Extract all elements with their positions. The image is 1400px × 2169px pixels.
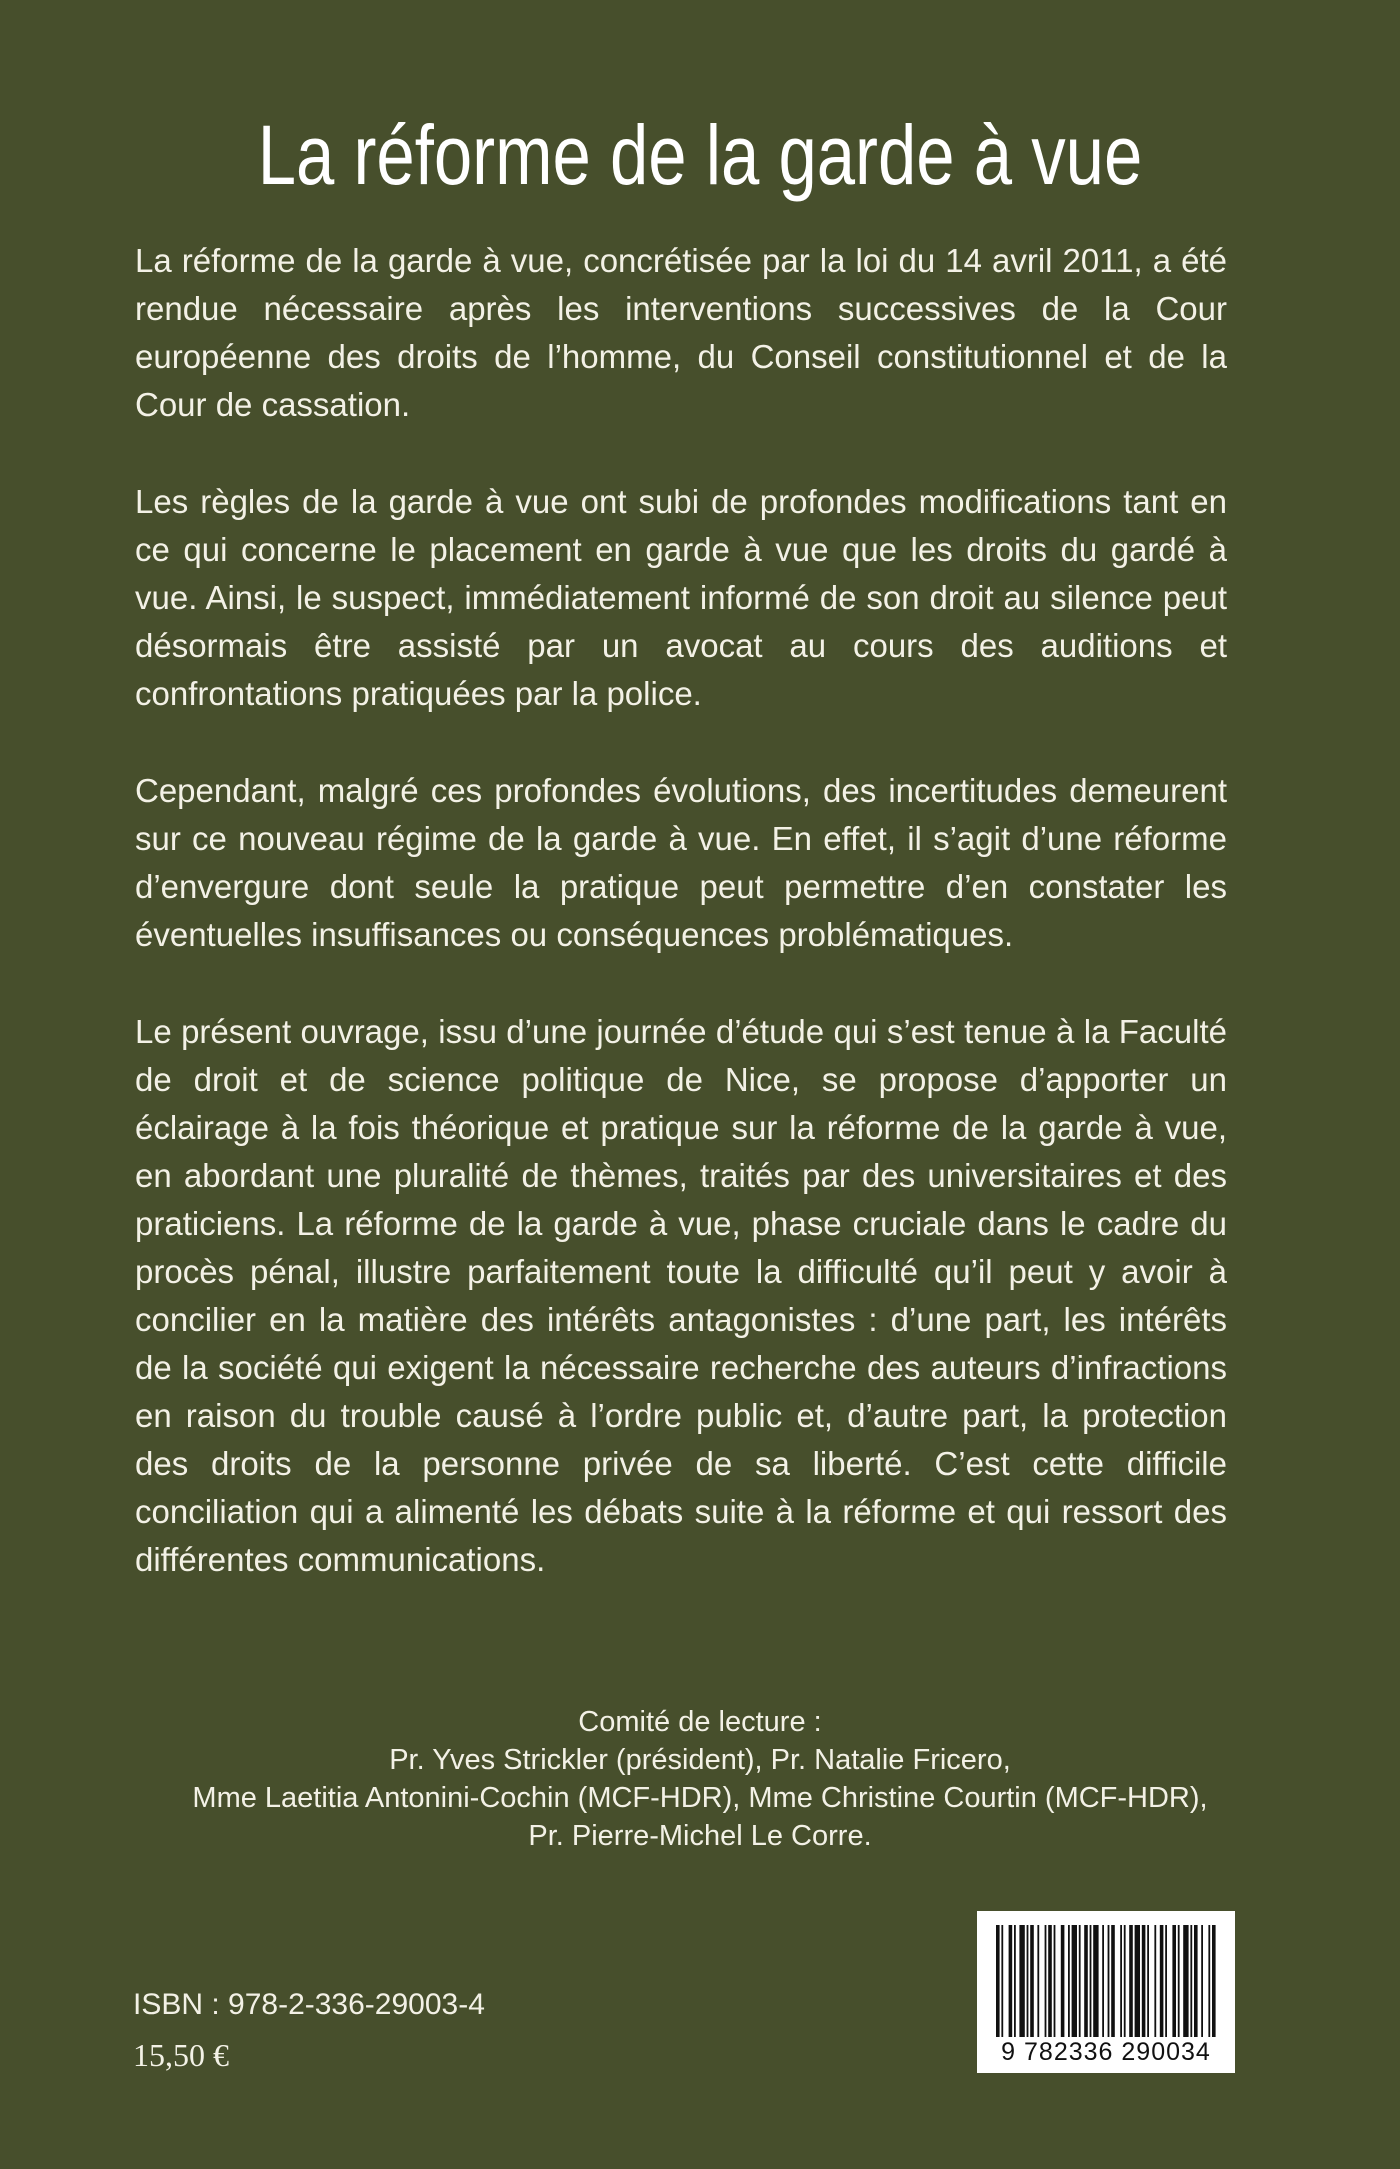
barcode-bar (1048, 1925, 1052, 2037)
barcode-digits: 9 782336 290034 (1001, 2038, 1211, 2066)
barcode-bar (1054, 1925, 1056, 2037)
committee-line-1: Pr. Yves Strickler (président), Pr. Natalie Fricero, (389, 1744, 1011, 1776)
blurb-paragraph-1: La réforme de la garde à vue, concrétisée par la loi du 14 avril 2011, a été rendue nécessaire après les interventions successives de la Cour européenne des droits de l’homme, du Conseil constitutionnel et de la Cour de cassation. (135, 242, 1227, 423)
isbn-label: ISBN : 978-2-336-29003-4 (133, 1988, 485, 2021)
barcode-bar (1090, 1925, 1092, 2037)
barcode-bar (1147, 1925, 1149, 2037)
barcode-bar (1027, 1925, 1029, 2037)
barcode-bar (1194, 1925, 1198, 2037)
barcode (977, 1911, 1235, 2073)
barcode-bar (1120, 1925, 1122, 2037)
barcode-bar (1001, 1925, 1003, 2037)
barcode-bar (1208, 1925, 1210, 2037)
barcode-bar (1068, 1925, 1070, 2037)
barcode-bar (1183, 1925, 1188, 2037)
barcode-bar (1142, 1925, 1146, 2037)
price-label: 15,50 € (133, 2037, 229, 2073)
barcode-bar (1190, 1925, 1192, 2037)
barcode-bar (1084, 1925, 1088, 2037)
barcode-bar (1111, 1925, 1115, 2037)
barcode-bar (1135, 1925, 1140, 2037)
barcode-bar (1124, 1925, 1126, 2037)
reading-committee (0, 1703, 1400, 1855)
barcode-bar (1045, 1925, 1047, 2037)
barcode-bar (1037, 1925, 1039, 2037)
barcode-bar (1014, 1925, 1016, 2037)
barcode-bar (1079, 1925, 1081, 2037)
blurb (135, 237, 1227, 1633)
barcode-bar (1160, 1925, 1164, 2037)
barcode-bar (1061, 1925, 1065, 2037)
barcode-bars-icon (990, 1925, 1222, 2037)
barcode-bar (1165, 1925, 1167, 2037)
barcode-bar (1154, 1925, 1156, 2037)
blurb-paragraph-2: Les règles de la garde à vue ont subi de profondes modifications tant en ce qui concerne le placement en garde à vue que les droits du gardé à vue. Ainsi, le suspect, immédiatement informé de son droit au silence peut désormais être assisté par un avocat au cours des auditions et confrontations pratiquées par la police. (135, 483, 1227, 712)
barcode-bar (1019, 1925, 1024, 2037)
barcode-bar (1072, 1925, 1077, 2037)
committee-heading: Comité de lecture : (578, 1706, 822, 1738)
barcode-bar (1172, 1925, 1176, 2037)
barcode-bar (1093, 1925, 1098, 2037)
blurb-paragraph-3: Cependant, malgré ces profondes évolutions, des incertitudes demeurent sur ce nouveau régime de la garde à vue. En effet, il s’agit d’une réforme d’envergure dont seule la pratique peut permettre d’en constater les éventuelles insuffisances ou conséquences problématiques. (135, 772, 1227, 953)
blurb-paragraph-4: Le présent ouvrage, issu d’une journée d’étude qui s’est tenue à la Faculté de droit et de science politique de Nice, se propose d’apporter un éclairage à la fois théorique et pratique sur la réforme de la garde à vue, en abordant une pluralité de thèmes, traités par des universitaires et des praticiens. La réforme de la garde à vue, phase cruciale dans le cadre du procès pénal, illustre parfaitement toute la difficulté qu’il peut y avoir à concilier en la matière des intérêts antagonistes : d’une part, les intérêts de la société qui exigent la nécessaire recherche des auteurs d’infractions en raison du trouble causé à l’ordre public et, d’autre part, la protection des droits de la personne privée de sa liberté. C’est cette difficile conciliation qui a alimenté les débats suite à la réforme et qui ressort des différentes communications. (135, 1013, 1227, 1578)
barcode-bar (1129, 1925, 1133, 2037)
barcode-bar (1108, 1925, 1110, 2037)
barcode-bar (1178, 1925, 1180, 2037)
barcode-bar (996, 1925, 1000, 2037)
committee-line-2: Mme Laetitia Antonini-Cochin (MCF-HDR), Mme Christine Courtin (MCF-HDR), (192, 1782, 1208, 1814)
barcode-bar (1102, 1925, 1104, 2037)
barcode-bar (1201, 1925, 1203, 2037)
barcode-bar (1030, 1925, 1034, 2037)
book-title: La réforme de la garde à vue (257, 108, 1143, 202)
committee-line-3: Pr. Pierre-Michel Le Corre. (528, 1820, 872, 1852)
barcode-bar (1212, 1925, 1216, 2037)
barcode-bar (1009, 1925, 1013, 2037)
